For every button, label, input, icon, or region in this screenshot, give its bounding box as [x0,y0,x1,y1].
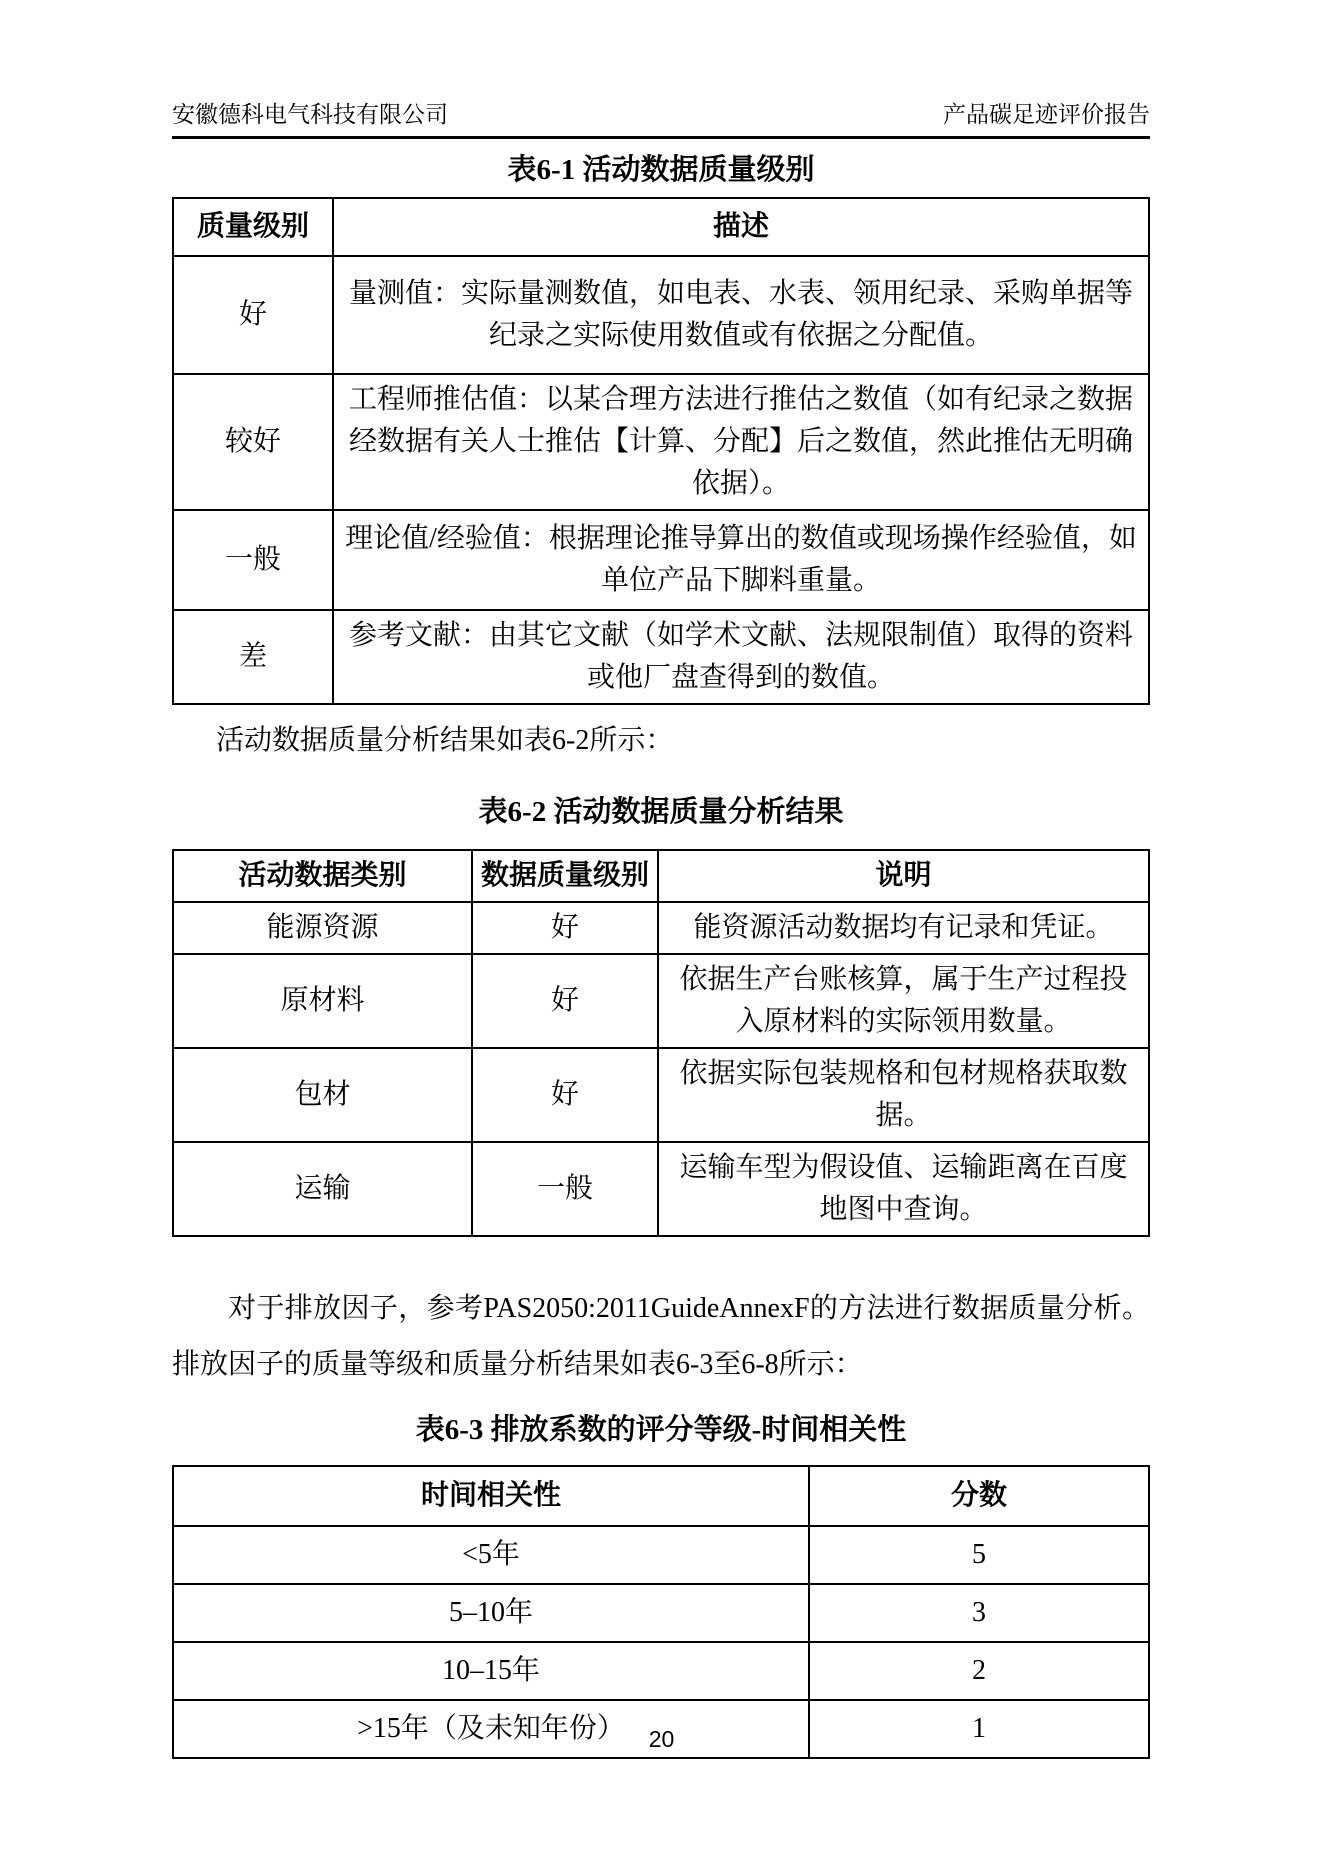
time-range-cell: >15年（及未知年份） [173,1700,809,1758]
explanation-cell: 依据生产台账核算，属于生产过程投入原材料的实际领用数量。 [658,954,1149,1048]
table-activity-data-quality-levels [172,197,1150,705]
table-row [173,374,1149,510]
score-cell: 3 [809,1584,1149,1642]
score-cell: 5 [809,1526,1149,1584]
quality-level-cell: 一般 [173,510,333,610]
time-range-cell: 5–10年 [173,1584,809,1642]
level-cell: 一般 [472,1142,658,1236]
column-header-explanation: 说明 [658,850,1149,902]
column-header-quality-level: 质量级别 [173,198,333,256]
note-after-table1: 活动数据质量分析结果如表6-2所示： [216,725,674,756]
header-divider-line [172,136,1150,139]
table-row [173,1048,1149,1142]
level-cell: 好 [472,1048,658,1142]
column-header-description: 描述 [333,198,1149,256]
description-cell: 量测值：实际量测数值，如电表、水表、领用纪录、采购单据等纪录之实际使用数值或有依据之分配值。 [333,256,1149,374]
header-report-title: 产品碳足迹评价报告 [943,102,1150,127]
table3-caption: 表6-3 排放系数的评分等级-时间相关性 [415,1414,907,1446]
category-cell: 原材料 [173,954,472,1048]
table-row [173,1526,1149,1584]
quality-level-cell: 较好 [173,374,333,510]
page-header [172,0,1150,130]
table-activity-data-quality-results [172,849,1150,1237]
column-header-score: 分数 [809,1466,1149,1526]
level-cell: 好 [472,902,658,954]
table-header-row [173,1466,1149,1526]
score-cell: 1 [809,1700,1149,1758]
table-row [173,1584,1149,1642]
table-row [173,902,1149,954]
emission-factor-paragraph: 对于排放因子，参考PAS2050:2011GuideAnnexF的方法进行数据质量分析。排放因子的质量等级和质量分析结果如表6-3至6-8所示： [172,1293,1150,1380]
description-cell: 参考文献：由其它文献（如学术文献、法规限制值）取得的资料或他厂盘查得到的数值。 [333,610,1149,704]
explanation-cell: 依据实际包装规格和包材规格获取数据。 [658,1048,1149,1142]
column-header-time-relevance: 时间相关性 [173,1466,809,1526]
time-range-cell: <5年 [173,1526,809,1584]
column-header-activity-category: 活动数据类别 [173,850,472,902]
table-row [173,1142,1149,1236]
explanation-cell: 能资源活动数据均有记录和凭证。 [658,902,1149,954]
header-company-name: 安徽德科电气科技有限公司 [172,102,448,127]
page-number: 20 [648,1726,675,1752]
score-cell: 2 [809,1642,1149,1700]
table-row [173,1642,1149,1700]
description-cell: 工程师推估值：以某合理方法进行推估之数值（如有纪录之数据经数据有关人士推估【计算、分配】后之数值，然此推估无明确依据）。 [333,374,1149,510]
column-header-data-quality-level: 数据质量级别 [472,850,658,902]
table-row [173,510,1149,610]
quality-level-cell: 好 [173,256,333,374]
description-cell: 理论值/经验值：根据理论推导算出的数值或现场操作经验值，如单位产品下脚料重量。 [333,510,1149,610]
category-cell: 能源资源 [173,902,472,954]
category-cell: 包材 [173,1048,472,1142]
quality-level-cell: 差 [173,610,333,704]
table1-caption: 表6-1 活动数据质量级别 [507,154,815,186]
level-cell: 好 [472,954,658,1048]
explanation-cell: 运输车型为假设值、运输距离在百度地图中查询。 [658,1142,1149,1236]
table-header-row [173,850,1149,902]
table-row [173,256,1149,374]
table-emission-factor-time-relevance [172,1465,1150,1759]
category-cell: 运输 [173,1142,472,1236]
table-row [173,610,1149,704]
time-range-cell: 10–15年 [173,1642,809,1700]
table-header-row [173,198,1149,256]
table2-caption: 表6-2 活动数据质量分析结果 [478,796,844,828]
table-row [173,954,1149,1048]
